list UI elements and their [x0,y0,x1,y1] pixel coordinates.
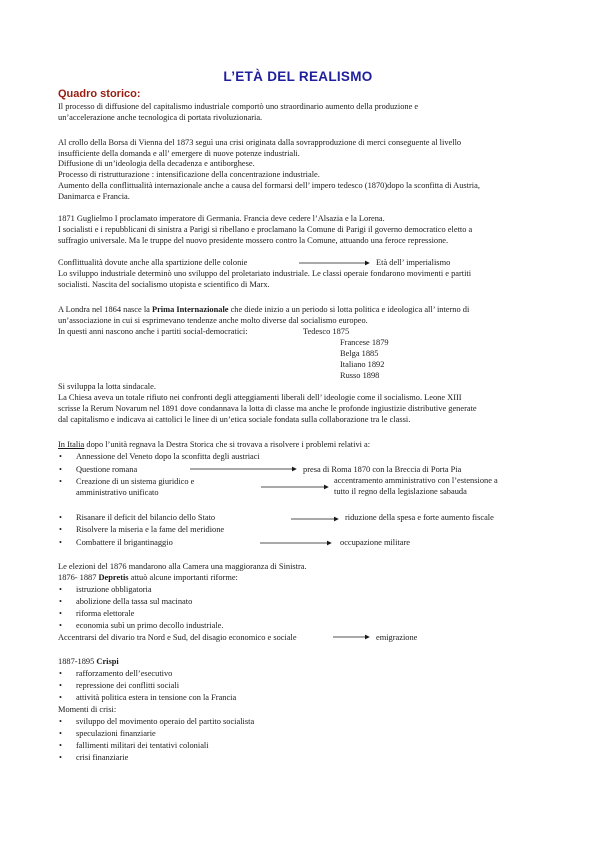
emigrazione-text: emigrazione [376,633,418,642]
list-item: • crisi finanziarie [76,753,128,763]
list-item: • abolizione della tassa sul macinato [76,597,192,607]
list-item-result: occupazione militare [340,538,410,547]
text-line: Processo di ristrutturazione : intensificazione della concentrazione industriale. [58,170,320,179]
text-line: Aumento della conflittualità internazionale anche a causa del formarsi dell’ impero tedesco (1870)dopo la sconfitta di Austria, [58,181,480,190]
italia-term: In Italia [58,440,85,449]
text-line: La Chiesa aveva un totale rifiuto nei confronti degli atteggiamenti liberali dell’ ideologie come il socialismo. Leone XIII [58,393,462,402]
text-line: un’associazione in cui si esprimevano tendenze anche molto diverse dal socialismo europeo. [58,316,368,325]
internazionale-line [58,305,469,315]
text-line: un’accelerazione anche tecnologica di portata rivoluzionaria. [58,113,263,122]
partito-item: Tedesco 1875 [303,327,350,336]
text-line: Danimarca e Francia. [58,192,130,201]
text-line: Si sviluppa la lotta sindacale. [58,382,156,391]
list-item: • Combattere il brigantinaggio [76,538,173,548]
list-item: • rafforzamento dell’esecutivo [76,669,172,679]
partito-item: Francese 1879 [340,338,389,347]
text-line: In questi anni nascono anche i partiti social-democratici: [58,327,248,336]
text-line: suffragio universale. Ma le truppe del nuovo presidente mossero contro la Comune, attuando una feroce repressione. [58,236,449,245]
depretis-term: Depretis [98,573,129,582]
list-item: • Risanare il deficit del bilancio dello Stato [76,513,215,523]
italia-intro [58,440,370,450]
list-item-result: riduzione della spesa e forte aumento fiscale [345,513,494,522]
list-item: • Risolvere la miseria e la fame del meridione [76,525,224,535]
text-line: Le elezioni del 1876 mandarono alla Camera una maggioranza di Sinistra. [58,562,307,571]
list-item: • riforma elettorale [76,609,134,619]
text-segment: dopo l’unità regnava la Destra Storica che si trovava a risolvere i problemi relativi a: [84,440,371,449]
list-item: • Questione romana [76,465,137,475]
list-item: • sviluppo del movimento operaio del partito socialista [76,717,254,727]
list-item-continuation: amministrativo unificato [76,488,159,497]
list-item: • Creazione di un sistema giuridico e [76,477,194,487]
text-segment: che diede inizio a un periodo si lotta politica e ideologica all’ interno di [228,305,470,314]
text-segment: attuò alcune importanti riforme: [128,573,238,582]
list-item-result: accentramento amministrativo con l’estensione a [334,476,498,485]
list-item: • attività politica estera in tensione con la Francia [76,693,236,703]
list-item: • speculazioni finanziarie [76,729,156,739]
crispi-line [58,657,119,667]
text-segment: A Londra nel 1864 nasce la [58,305,152,314]
text-line: socialisti. Nascita del socialismo utopista e scientifico di Marx. [58,280,270,289]
list-item: • istruzione obbligatoria [76,585,152,595]
text-segment: 1876- 1887 [58,573,99,582]
text-line: dal capitalismo e indicava ai cattolici le linee di un’etica sociale fondata sulla collaborazione tra le classi. [58,415,411,424]
text-line: Momenti di crisi: [58,705,117,714]
depretis-line [58,573,238,583]
text-segment: 1887-1895 [58,657,97,666]
text-line: Al crollo della Borsa di Vienna del 1873 seguì una crisi originata dalla sovrapproduzione di merci conseguente al livello [58,138,462,147]
partito-item: Belga 1885 [340,349,379,358]
list-item: • fallimenti militari dei tentativi coloniali [76,741,209,751]
list-item: • repressione dei conflitti sociali [76,681,179,691]
section-heading: Quadro storico: [58,88,141,100]
list-item-result: presa di Roma 1870 con la Breccia di Porta Pia [303,465,462,474]
text-line: Diffusione di un’ideologia della decadenza e antiborghese. [58,159,255,168]
list-item: • economia subì un primo decollo industriale. [76,621,223,631]
colonie-text: Conflittualità dovute anche alla spartizione delle colonie [58,258,248,267]
page-title: L’ETÀ DEL REALISMO [223,69,373,84]
text-line: I socialisti e i repubblicani di sinistra a Parigi si ribellano e proclamano la Comune di Parigi il governo democratico eletto a [58,225,473,234]
crispi-term: Crispi [96,657,119,666]
list-item: • Annessione del Veneto dopo la sconfitta degli austriaci [76,452,260,462]
text-line: insufficiente della domanda e all’ emergere di nuove potenze industriali. [58,149,300,158]
text-line: 1871 Guglielmo I proclamato imperatore di Germania. Francia deve cedere l’Alsazia e la Lorena. [58,214,385,223]
partito-item: Italiano 1892 [340,360,385,369]
text-line: Lo sviluppo industriale determinò uno sviluppo del proletariato industriale. Le classi operaie fondarono movimenti e partiti [58,269,472,278]
list-item-result: tutto il regno della legislazione sabauda [334,487,467,496]
imperialismo-text: Età dell’ imperialismo [376,258,451,267]
text-line: Il processo di diffusione del capitalismo industriale comportò uno straordinario aumento della produzione e [58,102,419,111]
partito-item: Russo 1898 [340,371,380,380]
text-line: Accentrarsi del divario tra Nord e Sud, del disagio economico e sociale [58,633,297,642]
prima-internazionale-term: Prima Internazionale [151,305,229,314]
text-line: scrisse la Rerum Novarum nel 1891 dove condannava la lotta di classe ma anche le profonde ingiustizie distributive generate [58,404,477,413]
